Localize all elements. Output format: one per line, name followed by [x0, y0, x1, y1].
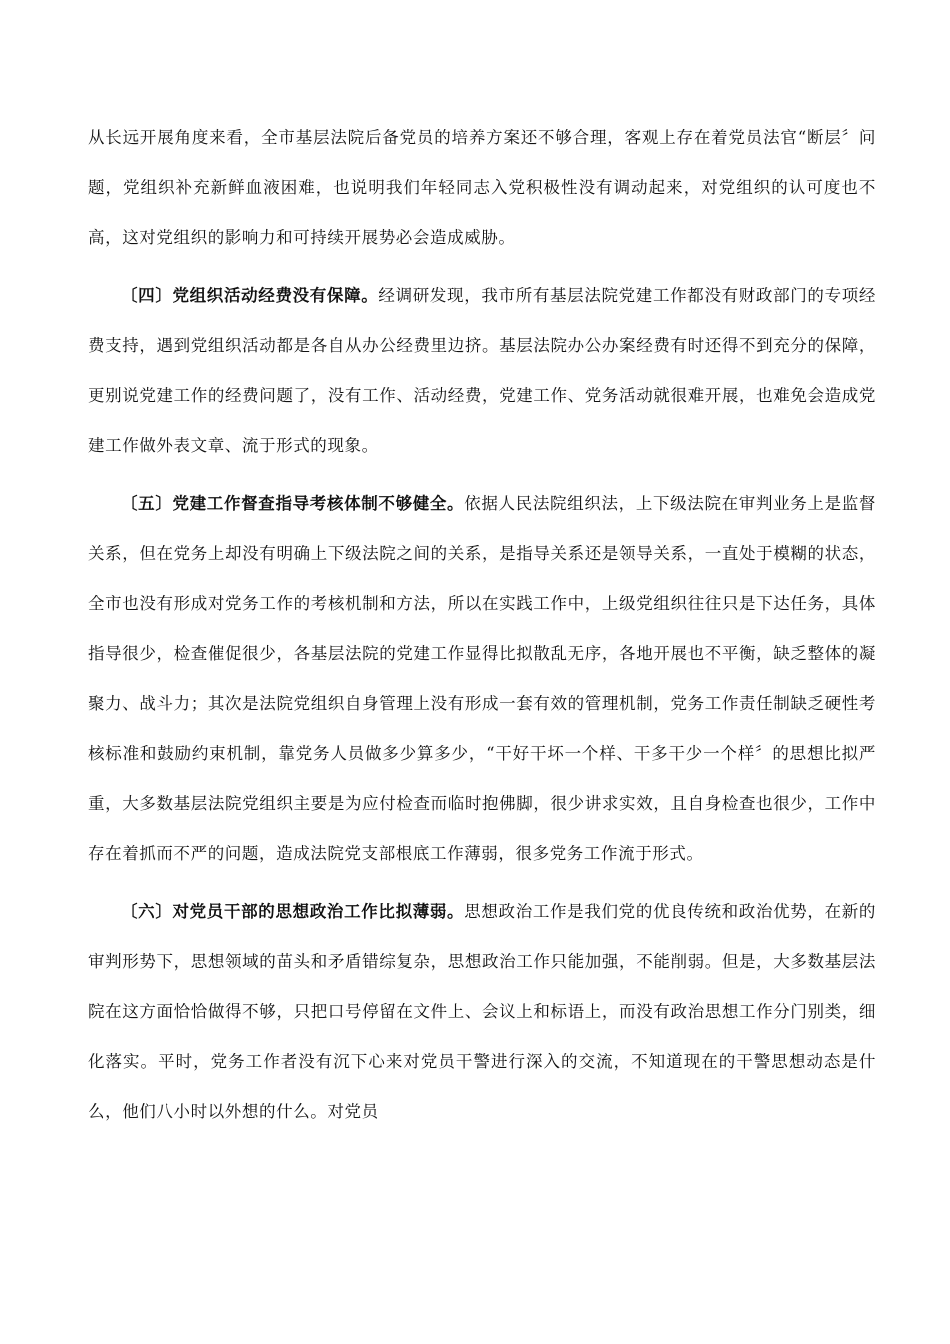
paragraph-4-body: 思想政治工作是我们党的优良传统和政治优势，在新的审判形势下，思想领域的苗头和矛盾错综复杂，思想政治工作只能加强，不能削弱。但是，大多数基层法院在这方面恰恰做得不够，只把口号停留在文件上、会议上和标语上，而没有政治思想工作分门别类，细化落实。平时，党务工作者没有沉下心来对党员干警进行深入的交流，不知道现在的干警思想动态是什么，他们八小时以外想的什么。对党员: [88, 902, 877, 1121]
paragraph-4-heading: 〔六〕对党员干部的思想政治工作比拟薄弱。: [121, 902, 465, 921]
paragraph-3-body: 依据人民法院组织法，上下级法院在审判业务上是监督关系，但在党务上却没有明确上下级法院之间的关系，是指导关系还是领导关系，一直处于模糊的状态，全市也没有形成对党务工作的考核机制和方法，所以在实践工作中，上级党组织往往只是下达任务，具体指导很少，检查催促很少，各基层法院的党建工作显得比拟散乱无序，各地开展也不平衡，缺乏整体的凝聚力、战斗力；其次是法院党组织自身管理上没有形成一套有效的管理机制，党务工作责任制缺乏硬性考核标准和鼓励约束机制，靠党务人员做多少算多少，“干好干坏一个样、干多干少一个样〞的思想比拟严重，大多数基层法院党组织主要是为应付检查而临时抱佛脚，很少讲求实效，且自身检查也很少，工作中存在着抓而不严的问题，造成法院党支部根底工作薄弱，很多党务工作流于形式。: [88, 494, 877, 863]
paragraph-4: [88, 887, 876, 1137]
paragraph-2-heading: 〔四〕党组织活动经费没有保障。: [121, 286, 379, 305]
paragraph-3: [88, 479, 876, 879]
paragraph-2: [88, 271, 876, 471]
paragraph-1-body: 从长远开展角度来看，全市基层法院后备党员的培养方案还不够合理，客观上存在着党员法官“断层〞问题，党组织补充新鲜血液困难，也说明我们年轻同志入党积极性没有调动起来，对党组织的认可度也不高，这对党组织的影响力和可持续开展势必会造成威胁。: [88, 128, 876, 247]
paragraph-2-body: 经调研发现，我市所有基层法院党建工作都没有财政部门的专项经费支持，遇到党组织活动都是各自从办公经费里边挤。基层法院办公办案经费有时还得不到充分的保障，更别说党建工作的经费问题了，没有工作、活动经费，党建工作、党务活动就很难开展，也难免会造成党建工作做外表文章、流于形式的现象。: [88, 286, 876, 455]
paragraph-3-heading: 〔五〕党建工作督查指导考核体制不够健全。: [121, 494, 465, 513]
document-page: [88, 113, 876, 1137]
paragraph-1: [88, 113, 876, 263]
